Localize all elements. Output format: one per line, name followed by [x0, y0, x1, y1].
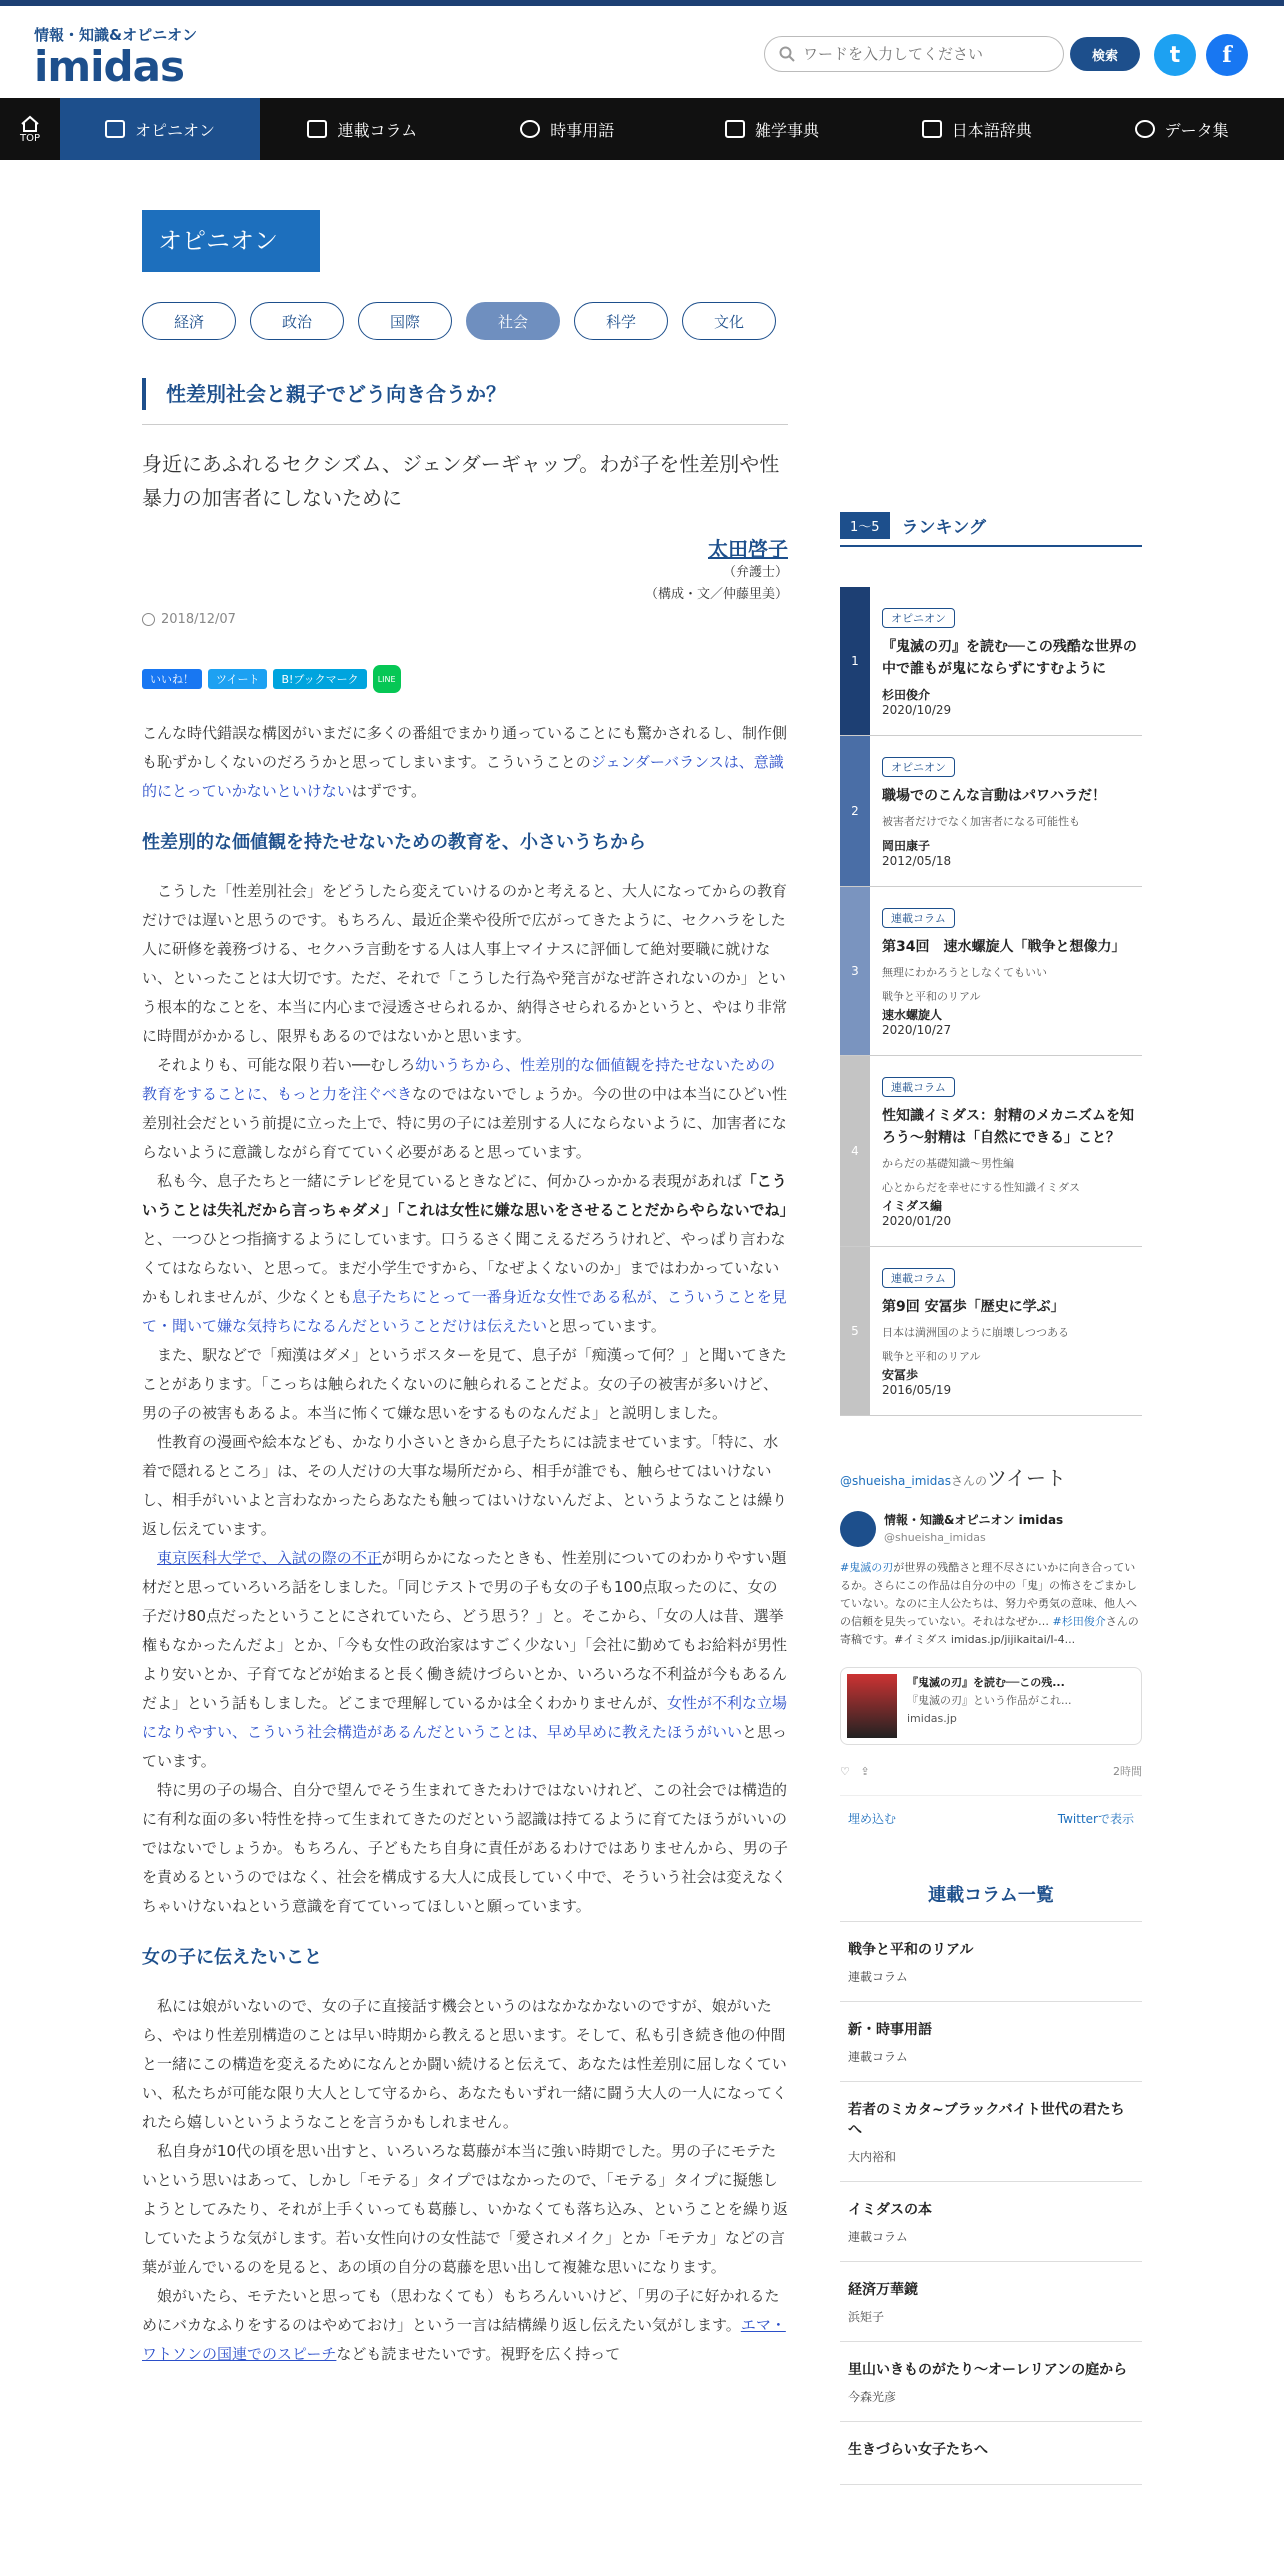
twitter-actions [840, 1796, 1142, 1841]
text: が世界の残酷さと理不尽さにいかに向き合っているか。さらにこの作品は自分の中の「鬼」の怖さをごまかしていない。なのに主人公たちは、努力や勇気の意味、他人への信頼を見失っていない。それはなぜか… [840, 1561, 1137, 1628]
logo-tagline: 情報・知識&オピニオン [34, 26, 198, 44]
rank-author: 岡田康子 [882, 839, 931, 853]
highlight-text: 幼いうちから、性差別的な価値観を持たせないための教育をすることに、もっと力を注ぐべき [142, 1056, 776, 1103]
rank-tag: 連載コラム [882, 1268, 955, 1288]
rank-body [870, 1247, 1142, 1415]
rank-date: 2016/05/19 [882, 1383, 952, 1397]
view-on-twitter-link[interactable]: Twitterで表示 [1057, 1812, 1134, 1826]
tweet-time[interactable]: 2時間 [1113, 1765, 1142, 1778]
paragraph: 特に男の子の場合、自分で望んでそう生まれてきたわけではないけれど、この社会では構造的に有利な面の多い特性を持って生まれてきたのだという認識は持てるように育てたほうがいいのではないでしょうか。もちろん、子どもたち自身に責任があるわけではありませんから、男の子を責めるというのではなく、社会を構成する大人に成長していく中で、そういう社会は変えなくちゃいけないねという意識を育てていってほしいと願っています。 [142, 1781, 788, 1915]
avatar [840, 1511, 876, 1547]
rank-series: 心とからだを幸せにする性知識イミダス [882, 1181, 1080, 1194]
tweet-button[interactable]: ツイート [208, 669, 267, 689]
tweet-footer [840, 1763, 1142, 1795]
rank-sub: からだの基礎知識～男性編 [882, 1157, 1014, 1170]
card-desc: 『鬼滅の刃』という作品がこれ... [907, 1694, 1072, 1707]
category-international[interactable]: 国際 [358, 302, 452, 340]
embed-link[interactable]: 埋め込む [848, 1812, 897, 1826]
ranking-header [840, 512, 1142, 547]
nav-top[interactable] [0, 98, 60, 160]
nav-item-label: データ集 [1164, 120, 1229, 140]
category-economy[interactable]: 経済 [142, 302, 236, 340]
logo-name: imidas [34, 42, 184, 91]
search-input[interactable] [803, 45, 1043, 63]
rank-body [870, 887, 1142, 1055]
series-author: 連載コラム [848, 2050, 908, 2064]
chart-icon [1135, 120, 1155, 138]
rank-author: 安冨歩 [882, 1368, 919, 1382]
paragraph: こうした「性差別社会」をどうしたら変えていけるのかと考えると、大人になってからの教育だけでは遅いと思うのです。もちろん、最近企業や役所で広がってきたように、セクハラをした人に研修を義務づける、セクハラ言動をする人は人事上マイナスに評価して絶対要職に就けない、といったことは大切です。ただ、それで「こうした行為や発言がなぜ許されないのか」という根本的なことを、本当に内心まで浸透させられるか、納得させられるかというと、やはり非常に時間がかかるし、限界もあるのではないかと思います。 [142, 882, 788, 1045]
rank-date: 2012/05/18 [882, 854, 952, 868]
rank-sub: 無理にわかろうとしなくてもいい [882, 966, 1047, 979]
text: なのではないでしょうか。今の世の中は本当にひどい性差別社会だという前提に立った上で、特に男の子には差別する人にならないように、加害者にならないように意識しながら育てていく必要があると思っています。 [142, 1085, 788, 1161]
heart-icon[interactable]: ♡ ⇪ [840, 1765, 870, 1778]
search-icon [779, 46, 795, 62]
bookmark-button[interactable]: B!ブックマーク [273, 669, 366, 689]
paragraph [142, 1167, 795, 1341]
twitter-icon[interactable]: t [1154, 34, 1196, 76]
nav-item-label: 連載コラム [337, 120, 418, 140]
series-author: 浜矩子 [848, 2310, 885, 2324]
nav-item-data[interactable] [1079, 98, 1284, 160]
twitter-suffix: さんの [950, 1474, 987, 1488]
sidebar [840, 512, 1142, 2485]
series-list-title: 連載コラム一覧 [840, 1881, 1142, 1922]
paragraph [142, 1544, 788, 1776]
rank-title: 第9回 安冨歩「歴史に学ぶ」 [882, 1299, 1065, 1315]
twitter-handle[interactable]: @shueisha_imidas [840, 1474, 951, 1488]
book-icon [922, 120, 942, 138]
category-society[interactable]: 社会 [466, 302, 560, 340]
hashtag[interactable]: #杉田俊介 [1052, 1615, 1106, 1628]
series-title: イミダスの本 [848, 2202, 932, 2218]
series-title: 若者のミカタ~ブラックバイト世代の君たちへ [848, 2102, 1125, 2138]
series-author: 大内裕和 [848, 2150, 897, 2164]
rank-title: 『鬼滅の刃』を読む──この残酷な世界の中で誰もが鬼にならずにすむように [882, 639, 1137, 677]
paragraph: 私には娘がいないので、女の子に直接話す機会というのはなかなかないのですが、娘がいたら、やはり性差別構造のことは早い時期から教えると思います。そして、私も引き続き他の仲間と一緒にこの構造を変えるためになんとか闘い続けると伝えて、あなたは性差別に屈しなくていい、私たちが可能な限り大人として守るから、あなたもいずれ一緒に闘う大人の一人になってくれたら嬉しいというようなことを言うかもしれません。 [142, 1997, 788, 2131]
nav-item-label: オピニオン [134, 120, 215, 140]
hashtag[interactable]: #鬼滅の刃 [840, 1561, 894, 1574]
paragraph [142, 2282, 788, 2369]
section-heading: 女の子に伝えたいこと [142, 1947, 322, 1968]
nav-item-label: 日本語辞典 [951, 120, 1032, 140]
text: こんな時代錯誤な構図がいまだに多くの番組でまかり通っていることにも驚かされるし、制作側も恥ずかしくないのだろうかと思ってしまいます。こういうことの [142, 724, 788, 771]
series-title: 生きづらい女子たちへ [848, 2442, 988, 2458]
rank-tag: 連載コラム [882, 908, 955, 928]
author-role: （弁護士） [722, 565, 788, 580]
rank-body [870, 1056, 1142, 1246]
ranking-list [840, 587, 1142, 1416]
ranking-label: ランキング [901, 518, 987, 538]
column-icon [307, 120, 327, 138]
rank-author: イミダス編 [882, 1199, 943, 1213]
ranking-badge[interactable]: 1～5 [840, 512, 890, 539]
opinion-icon [105, 120, 125, 138]
section-title: オピニオン [142, 210, 320, 272]
article-column [142, 210, 795, 2369]
series-title: 経済万華鏡 [848, 2282, 918, 2298]
nav-item-label: 雑学事典 [754, 120, 819, 140]
series-author: 連載コラム [848, 1970, 908, 1984]
paragraph: また、駅などで「痴漢はダメ」というポスターを見て、息子が「痴漢って何？」と聞いてきたことがあります。「こっちは触られたくないのに触られることだよ。女の子の被害が多いけど、男の子の被害もあるよ。本当に怖くて嫌な思いをするものなんだよ」と説明しました。 [142, 1346, 787, 1422]
text: それよりも、可能な限り若い──むしろ [157, 1056, 416, 1074]
rank-number: 4 [840, 1056, 870, 1246]
series-item[interactable] [840, 2182, 1142, 2262]
paragraph: 性教育の漫画や絵本なども、かなり小さいときから息子たちには読ませています。「特に、水着で隠れるところ」は、その人だけの大事な場所だから、相手が誰でも、触らせてはいけないし、相手がいいよと言わなかったらあなたも触ってはいけないんだよ、というようなことは繰り返し伝えています。 [142, 1433, 788, 1538]
nav-item-column[interactable] [260, 98, 465, 160]
home-icon [20, 115, 40, 133]
paragraph [142, 1051, 788, 1167]
rank-tag: オピニオン [882, 757, 955, 777]
ranking-item[interactable] [840, 887, 1142, 1056]
date-text: 2018/12/07 [161, 612, 236, 627]
ranking-item[interactable] [840, 736, 1142, 887]
text: と思っています。 [142, 1723, 788, 1770]
category-politics[interactable]: 政治 [250, 302, 344, 340]
text: さんの寄稿です。#イミダス imidas.jp/jijikaitai/I-4... [840, 1615, 1139, 1646]
bold-text: 「こういうことは失礼だから言っちゃダメ」「これは女性に嫌な思いをさせることだからやらないでね」 [142, 1172, 795, 1219]
nav-item-trivia[interactable] [670, 98, 875, 160]
clock-icon [142, 613, 155, 626]
text: と、一つひとつ指摘するようにしています。口うるさく聞こえるだろうけれど、やっぱり言わなくてはならない、と思って。まだ小学生ですから、「なぜよくないのか」まではわかっていないかもしれませんが、少なくとも [142, 1230, 786, 1306]
highlight-text: ジェンダーバランスは、意識的にとっていかないといけない [142, 753, 784, 800]
rank-date: 2020/10/27 [882, 1023, 952, 1037]
series-title: 新・時事用語 [848, 2022, 932, 2038]
text: 娘がいたら、モテたいと思っても（思わなくても）もちろんいいけど、「男の子に好かれるためにバカなふりをするのはやめておけ」という一言は結構繰り返し伝えたい気がします。 [142, 2287, 780, 2334]
rank-author: 杉田俊介 [882, 688, 931, 702]
rank-body [870, 736, 1142, 886]
series-item[interactable] [840, 1922, 1142, 2002]
series-item[interactable] [840, 2422, 1142, 2485]
nav-item-dictionary[interactable] [874, 98, 1079, 160]
series-title: 戦争と平和のリアル [848, 1942, 974, 1958]
facebook-icon[interactable]: f [1206, 34, 1248, 76]
rank-sub: 日本は満洲国のように崩壊しつつある [882, 1326, 1069, 1339]
search-box [764, 36, 1064, 72]
tweet-user: @shueisha_imidas [884, 1531, 986, 1544]
rank-body [870, 587, 1142, 735]
tweet-profile[interactable] [840, 1511, 1142, 1547]
paragraph: 私自身が10代の頃を思い出すと、いろいろな葛藤が本当に強い時期でした。男の子にモテたいという思いはあって、しかし「モテる」タイプではなかったので、「モテる」タイプに擬態しようとしてみたり、それが上手くいっても葛藤し、いかなくても落ち込み、ということを繰り返していたような気がします。若い女性向けの女性誌で「愛されメイク」とか「モテカ」などの言葉が並んでいるのを見ると、あの頃の自分の葛藤を思い出して複雑な思いになります。 [142, 2142, 788, 2276]
rank-title: 職場でのこんな言動はパワハラだ！ [882, 788, 1106, 804]
search-button[interactable]: 検索 [1070, 37, 1140, 71]
main-nav [0, 98, 1284, 160]
inline-link[interactable]: エマ・ワトソンの国連でのスピーチ [142, 2316, 786, 2363]
tweet [840, 1511, 1142, 1795]
nav-item-label: 時事用語 [550, 120, 615, 140]
highlight-text: 息子たちにとって一番身近な女性である私が、こういうことを見て・聞いて嫌な気持ちになるんだということだけは伝えたい [142, 1288, 787, 1335]
highlight-text: 女性が不利な立場になりやすい、こういう社会構造があるんだということは、早め早めに教えたほうがいい [142, 1694, 788, 1741]
section-heading: 性差別的な価値観を持たせないための教育を、小さいうちから [142, 832, 646, 853]
rank-series: 戦争と平和のリアル [882, 990, 981, 1003]
spacer [840, 547, 1142, 587]
text: なども読ませたいです。視野を広く持って [336, 2345, 621, 2363]
ranking-item[interactable] [840, 587, 1142, 736]
series-list [840, 1922, 1142, 2485]
rank-title: 第34回 速水螺旋人「戦争と想像力」 [882, 939, 1126, 955]
text: が明らかになったときも、性差別についてのわかりやすい題材だと思っていろいろ話をしました。「同じテストで男の子も女の子も100点取ったのに、女の子だけ80点だったということにされていたら、どう思う？」と。そこから、「女の人は昔、選挙権もなかったんだよ」とか、「今も女性の政治家はすごく少ない」「会社に勤めてもお給料が男性より安いとか、子育てなどが始まると長く働き続けづらいとか、いろいろな不利益が今もあるんだよ」という話もしました。どこまで理解しているかは全くわかりませんが、 [142, 1549, 788, 1712]
share-buttons [142, 665, 788, 693]
rank-series: 戦争と平和のリアル [882, 1350, 981, 1363]
ranking-item[interactable] [840, 1247, 1142, 1416]
series-item[interactable] [840, 2262, 1142, 2342]
rank-number: 2 [840, 736, 870, 886]
series-item[interactable] [840, 2342, 1142, 2422]
paragraph [142, 719, 788, 806]
site-header [0, 6, 1284, 98]
rank-number: 5 [840, 1247, 870, 1415]
category-science[interactable]: 科学 [574, 302, 668, 340]
text: と思っています。 [547, 1317, 666, 1335]
site-logo[interactable] [34, 24, 197, 89]
nav-top-label: TOP [19, 132, 40, 144]
series-author: 連載コラム [848, 2230, 908, 2244]
text: はずです。 [351, 782, 426, 800]
series-author: 今森光彦 [848, 2390, 897, 2404]
twitter-widget-header [840, 1462, 1142, 1491]
rank-number: 1 [840, 587, 870, 735]
tweet-link-card[interactable] [840, 1667, 1142, 1745]
text: 私も今、息子たちと一緒にテレビを見ているときなどに、何かひっかかる表現があれば [157, 1172, 742, 1190]
ranking-item[interactable] [840, 1056, 1142, 1247]
cap-icon [725, 120, 745, 138]
article-body [142, 719, 795, 2369]
rank-date: 2020/01/20 [882, 1214, 952, 1228]
series-item[interactable] [840, 2082, 1142, 2182]
nav-item-terms[interactable] [465, 98, 670, 160]
tweet-text [840, 1559, 1142, 1649]
card-domain: imidas.jp [907, 1712, 957, 1725]
series-item[interactable] [840, 2002, 1142, 2082]
category-tabs [142, 302, 788, 340]
author-link[interactable]: 太田啓子 [708, 537, 788, 561]
like-button[interactable]: いいね！ [142, 669, 202, 689]
nav-item-opinion[interactable] [60, 98, 260, 160]
rank-tag: オピニオン [882, 608, 955, 628]
line-button[interactable]: LINE [373, 665, 401, 693]
rank-title: 性知識イミダス：射精のメカニズムを知ろう～射精は「自然にできる」こと？ [882, 1108, 1134, 1146]
article-date [142, 612, 788, 627]
article-lead: 身近にあふれるセクシズム、ジェンダーギャップ。わが子を性差別や性暴力の加害者にしないために [142, 452, 780, 510]
category-culture[interactable]: 文化 [682, 302, 776, 340]
rank-number: 3 [840, 887, 870, 1055]
title-divider [142, 424, 788, 425]
twitter-widget-title: ツイート [987, 1466, 1066, 1490]
inline-link[interactable]: 東京医科大学で、入試の際の不正 [157, 1549, 382, 1567]
article-title: 性差別社会と親子でどう向き合うか？ [142, 378, 788, 410]
rank-author: 速水螺旋人 [882, 1008, 943, 1022]
search-icon [520, 120, 540, 138]
author-credit: （構成・文／仲藤里美） [644, 587, 788, 602]
card-image [847, 1674, 897, 1738]
rank-date: 2020/10/29 [882, 703, 952, 717]
twitter-widget [840, 1462, 1142, 1796]
rank-sub: 被害者だけでなく加害者になる可能性も [882, 815, 1080, 828]
card-title: 『鬼滅の刃』を読む──この残... [907, 1676, 1065, 1689]
series-title: 里山いきものがたり～オーレリアンの庭から [848, 2362, 1128, 2378]
tweet-name: 情報・知識&オピニオン imidas [884, 1513, 1064, 1527]
rank-tag: 連載コラム [882, 1077, 955, 1097]
